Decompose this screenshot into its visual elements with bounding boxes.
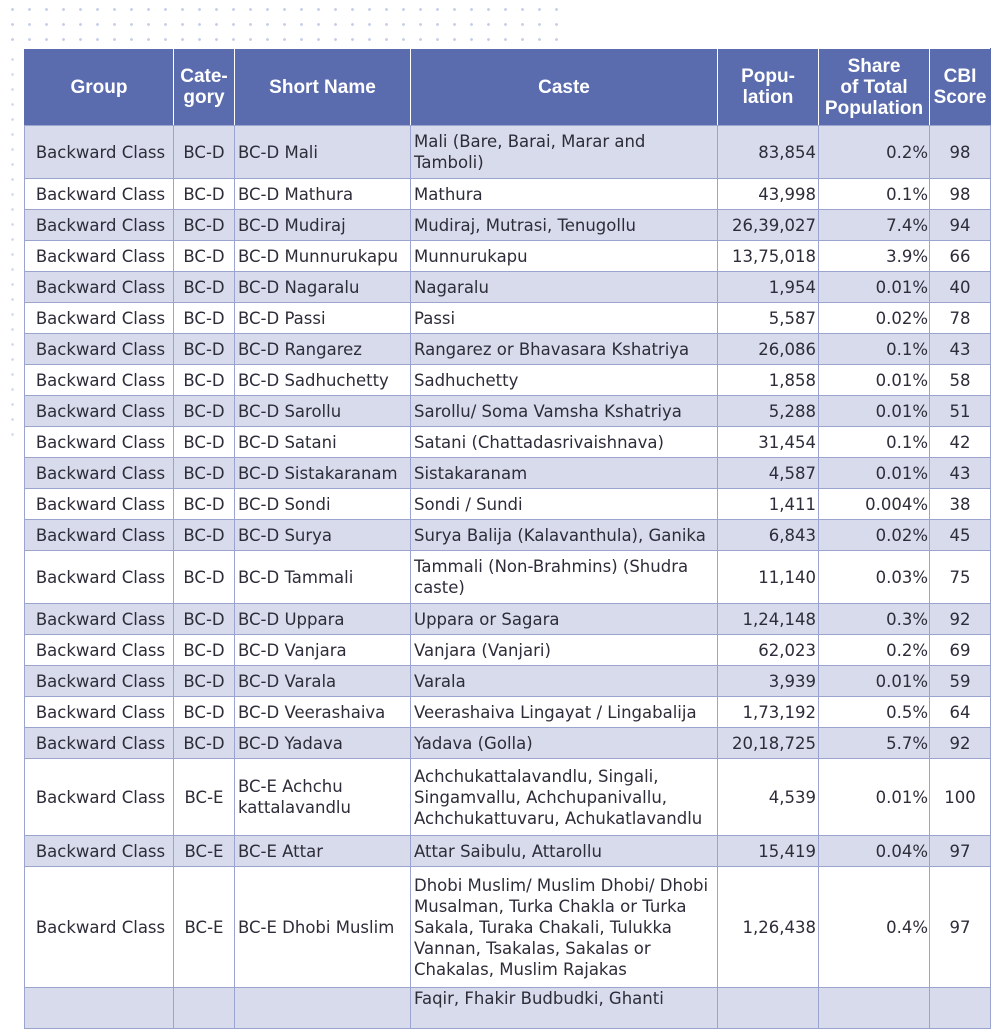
table-row	[25, 179, 991, 210]
row-population: 26,086	[718, 334, 819, 365]
row-short-name: BC-D Sistakaranam	[235, 458, 411, 489]
row-population: 1,411	[718, 489, 819, 520]
row-short-name: BC-D Mali	[235, 126, 411, 179]
row-caste: Mali (Bare, Barai, Marar and Tamboli)	[411, 126, 718, 179]
row-share: 0.04%	[819, 836, 930, 867]
row-population: 20,18,725	[718, 728, 819, 759]
row-share: 0.1%	[819, 334, 930, 365]
table-row	[25, 836, 991, 867]
dot-pattern-top	[0, 0, 560, 48]
row-category: BC-D	[174, 272, 235, 303]
row-cbi-score: 92	[930, 604, 991, 635]
row-caste: Nagaralu	[411, 272, 718, 303]
table-row	[25, 272, 991, 303]
row-short-name: BC-D Tammali	[235, 551, 411, 604]
row-short-name: BC-D Mudiraj	[235, 210, 411, 241]
caste-table	[24, 48, 991, 1029]
row-caste: Dhobi Muslim/ Muslim Dhobi/ Dhobi Musalman, Turka Chakla or Turka Sakala, Turaka Chakali, Tulukka Vannan, Tsakalas, Sakalas or Chakalas, Muslim Rajakas	[411, 867, 718, 988]
row-population: 1,24,148	[718, 604, 819, 635]
row-cbi-score: 98	[930, 126, 991, 179]
row-group: Backward Class	[25, 520, 174, 551]
table-row	[25, 635, 991, 666]
row-short-name: BC-D Uppara	[235, 604, 411, 635]
row-share: 0.5%	[819, 697, 930, 728]
row-cbi-score: 75	[930, 551, 991, 604]
row-caste: Sadhuchetty	[411, 365, 718, 396]
table-row	[25, 365, 991, 396]
table-row	[25, 728, 991, 759]
row-caste: Tammali (Non-Brahmins) (Shudra caste)	[411, 551, 718, 604]
row-group: Backward Class	[25, 728, 174, 759]
row-cbi-score: 100	[930, 759, 991, 836]
row-population: 62,023	[718, 635, 819, 666]
table-row	[25, 520, 991, 551]
col-header-cbi-score: CBI Score	[930, 49, 991, 126]
table-row	[25, 334, 991, 365]
row-cbi-score: 97	[930, 867, 991, 988]
row-share: 0.02%	[819, 520, 930, 551]
row-caste: Attar Saibulu, Attarollu	[411, 836, 718, 867]
row-share: 0.3%	[819, 604, 930, 635]
row-cbi-score: 69	[930, 635, 991, 666]
row-group: Backward Class	[25, 759, 174, 836]
col-header-caste: Caste	[411, 49, 718, 126]
row-group: Backward Class	[25, 489, 174, 520]
row-category: BC-D	[174, 635, 235, 666]
row-share: 0.02%	[819, 303, 930, 334]
table-row	[25, 697, 991, 728]
row-caste: Passi	[411, 303, 718, 334]
row-population: 43,998	[718, 179, 819, 210]
row-short-name: BC-D Mathura	[235, 179, 411, 210]
row-cbi-score: 40	[930, 272, 991, 303]
col-header-share: Share of Total Population	[819, 49, 930, 126]
row-share: 3.9%	[819, 241, 930, 272]
row-caste: Satani (Chattadasrivaishnava)	[411, 427, 718, 458]
row-group: Backward Class	[25, 836, 174, 867]
table-row	[25, 759, 991, 836]
table-row	[25, 604, 991, 635]
row-cbi-score: 38	[930, 489, 991, 520]
row-population: 13,75,018	[718, 241, 819, 272]
row-population: 83,854	[718, 126, 819, 179]
table-row	[25, 303, 991, 334]
row-category: BC-D	[174, 303, 235, 334]
row-population: 1,858	[718, 365, 819, 396]
row-population: 1,26,438	[718, 867, 819, 988]
row-population: 4,587	[718, 458, 819, 489]
row-share: 0.2%	[819, 126, 930, 179]
row-short-name: BC-D Vanjara	[235, 635, 411, 666]
row-population: 3,939	[718, 666, 819, 697]
row-group: Backward Class	[25, 179, 174, 210]
row-cbi-score: 43	[930, 334, 991, 365]
row-share: 0.01%	[819, 458, 930, 489]
row-category: BC-D	[174, 520, 235, 551]
row-cbi-score: 66	[930, 241, 991, 272]
row-category: BC-D	[174, 458, 235, 489]
row-category: BC-D	[174, 604, 235, 635]
row-cbi-score: 97	[930, 836, 991, 867]
row-category: BC-D	[174, 126, 235, 179]
table-body	[25, 126, 991, 1029]
row-caste: Veerashaiva Lingayat / Lingabalija	[411, 697, 718, 728]
row-caste: Mathura	[411, 179, 718, 210]
row-caste: Rangarez or Bhavasara Kshatriya	[411, 334, 718, 365]
row-share: 0.2%	[819, 635, 930, 666]
row-caste: Achchukattalavandlu, Singali, Singamvallu, Achchupanivallu, Achchukattuvaru, Achukatlavandlu	[411, 759, 718, 836]
row-category: BC-D	[174, 666, 235, 697]
row-group: Backward Class	[25, 210, 174, 241]
row-share: 0.01%	[819, 272, 930, 303]
row-short-name: BC-D Sadhuchetty	[235, 365, 411, 396]
row-population: 5,288	[718, 396, 819, 427]
row-population: 31,454	[718, 427, 819, 458]
row-category: BC-D	[174, 179, 235, 210]
row-short-name: BC-D Yadava	[235, 728, 411, 759]
table-row	[25, 210, 991, 241]
row-caste: Surya Balija (Kalavanthula), Ganika	[411, 520, 718, 551]
row-caste: Uppara or Sagara	[411, 604, 718, 635]
row-short-name: BC-D Veerashaiva	[235, 697, 411, 728]
row-group: Backward Class	[25, 126, 174, 179]
row-short-name: BC-D Sarollu	[235, 396, 411, 427]
table-row	[25, 489, 991, 520]
row-group: Backward Class	[25, 365, 174, 396]
col-header-category: Cate- gory	[174, 49, 235, 126]
row-short-name: BC-D Passi	[235, 303, 411, 334]
row-share: 0.004%	[819, 489, 930, 520]
row-caste: Varala	[411, 666, 718, 697]
row-short-name: BC-D Varala	[235, 666, 411, 697]
row-group: Backward Class	[25, 551, 174, 604]
row-share: 0.01%	[819, 396, 930, 427]
row-short-name: BC-D Rangarez	[235, 334, 411, 365]
row-short-name: BC-D Munnurukapu	[235, 241, 411, 272]
row-group: Backward Class	[25, 303, 174, 334]
row-cbi-score: 64	[930, 697, 991, 728]
row-short-name: BC-E Attar	[235, 836, 411, 867]
row-caste: Sondi / Sundi	[411, 489, 718, 520]
row-category: BC-D	[174, 396, 235, 427]
row-group: Backward Class	[25, 604, 174, 635]
row-category: BC-D	[174, 697, 235, 728]
row-group: Backward Class	[25, 635, 174, 666]
row-group: Backward Class	[25, 666, 174, 697]
row-group: Backward Class	[25, 272, 174, 303]
row-population: 6,843	[718, 520, 819, 551]
row-short-name: BC-E Dhobi Muslim	[235, 867, 411, 988]
row-group: Backward Class	[25, 427, 174, 458]
table-row	[25, 427, 991, 458]
row-cbi-score: 45	[930, 520, 991, 551]
row-category: BC-D	[174, 334, 235, 365]
row-short-name: BC-D Satani	[235, 427, 411, 458]
row-category: BC-D	[174, 489, 235, 520]
row-caste: Vanjara (Vanjari)	[411, 635, 718, 666]
row-short-name: BC-D Surya	[235, 520, 411, 551]
row-group: Backward Class	[25, 697, 174, 728]
row-category: BC-D	[174, 241, 235, 272]
row-caste: Sistakaranam	[411, 458, 718, 489]
table-row	[25, 458, 991, 489]
row-population: 15,419	[718, 836, 819, 867]
row-category: BC-D	[174, 210, 235, 241]
row-share: 5.7%	[819, 728, 930, 759]
row-share: 7.4%	[819, 210, 930, 241]
col-header-population: Popu- lation	[718, 49, 819, 126]
dot-pattern-left	[0, 48, 22, 448]
row-short-name: BC-D Sondi	[235, 489, 411, 520]
row-share: 0.4%	[819, 867, 930, 988]
row-share: 0.01%	[819, 759, 930, 836]
row-group: Backward Class	[25, 458, 174, 489]
row-category: BC-D	[174, 427, 235, 458]
table-row	[25, 241, 991, 272]
row-short-name: BC-D Nagaralu	[235, 272, 411, 303]
row-cbi-score: 58	[930, 365, 991, 396]
row-category: BC-E	[174, 836, 235, 867]
row-cbi-score: 94	[930, 210, 991, 241]
row-share: 0.1%	[819, 427, 930, 458]
row-cbi-score: 43	[930, 458, 991, 489]
row-group: Backward Class	[25, 396, 174, 427]
row-population: 1,954	[718, 272, 819, 303]
row-category: BC-E	[174, 759, 235, 836]
row-caste: Faqir, Fhakir Budbudki, Ghanti	[411, 988, 718, 1029]
row-cbi-score: 98	[930, 179, 991, 210]
row-cbi-score: 92	[930, 728, 991, 759]
table-row	[25, 396, 991, 427]
row-cbi-score: 51	[930, 396, 991, 427]
row-cbi-score: 42	[930, 427, 991, 458]
row-share: 0.01%	[819, 666, 930, 697]
row-short-name: BC-E Achchu kattalavandlu	[235, 759, 411, 836]
row-caste: Sarollu/ Soma Vamsha Kshatriya	[411, 396, 718, 427]
row-category: BC-D	[174, 728, 235, 759]
row-category: BC-D	[174, 365, 235, 396]
table-row	[25, 867, 991, 988]
row-population: 26,39,027	[718, 210, 819, 241]
row-category: BC-D	[174, 551, 235, 604]
table-row	[25, 551, 991, 604]
row-group: Backward Class	[25, 867, 174, 988]
table-header	[25, 49, 991, 126]
table-row	[25, 126, 991, 179]
row-group: Backward Class	[25, 241, 174, 272]
row-share: 0.03%	[819, 551, 930, 604]
row-category: BC-E	[174, 867, 235, 988]
row-population: 5,587	[718, 303, 819, 334]
row-share: 0.01%	[819, 365, 930, 396]
row-cbi-score: 59	[930, 666, 991, 697]
row-caste: Yadava (Golla)	[411, 728, 718, 759]
row-population: 11,140	[718, 551, 819, 604]
row-share: 0.1%	[819, 179, 930, 210]
row-caste: Munnurukapu	[411, 241, 718, 272]
col-header-group: Group	[25, 49, 174, 126]
table-row	[25, 666, 991, 697]
row-population: 1,73,192	[718, 697, 819, 728]
row-cbi-score: 78	[930, 303, 991, 334]
row-caste: Mudiraj, Mutrasi, Tenugollu	[411, 210, 718, 241]
row-population: 4,539	[718, 759, 819, 836]
row-group: Backward Class	[25, 334, 174, 365]
col-header-short-name: Short Name	[235, 49, 411, 126]
